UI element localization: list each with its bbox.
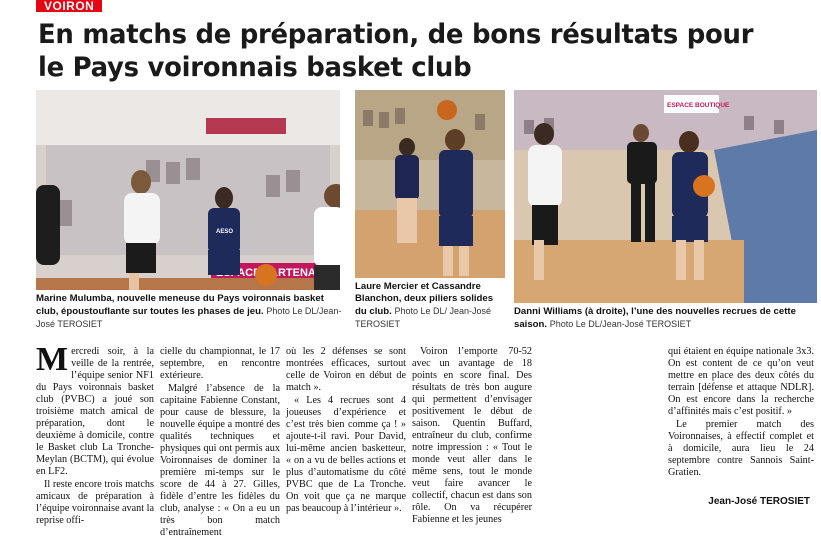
photo-credit: Photo Le DL/Jean-José TEROSIET	[549, 319, 692, 329]
article-paragraph: ercredi soir, à la veille de la rentrée, l’équipe senior NF1 du Pays voironnais basket club (PVBC) a joué son troisième match amical de préparation, dont le deuxième à domicile, contre le Basket club La Tronche-Meylan (BCTM), qui évolue en LF2.	[36, 346, 154, 477]
article-paragraph: cielle du championnat, le 17 septembre, en rencontre extérieure.	[160, 346, 280, 381]
article-paragraph: Voiron l’emporte 70-52 avec un avantage de 18 points en score final. Des résultats de très bon augure qui permettent d’envisager positivement le début de saison. Quentin Buffard, entraîneur du club, confirme notre impression : « Tout le monde veut aller dans le même sens, tout le monde veut faire avancer le collectif, chacun est dans son rôle. On va récupérer Fabienne et les jeunes	[412, 346, 532, 525]
section-tag: VOIRON	[36, 0, 102, 12]
caption-photo-3	[514, 306, 819, 331]
partner-banner-text: PARTENAIRE	[263, 267, 335, 279]
article-column-2	[160, 346, 280, 540]
caption-text: Laure Mercier et Cassandre Blanchon, deux piliers solides du club.	[355, 281, 494, 317]
photo-credit: Photo Le DL/Jean-José TEROSIET	[36, 306, 342, 329]
article-paragraph: où les 2 défenses se sont montrées efficaces, surtout celle de Voiron en début de match ».	[286, 346, 406, 393]
headline: En matchs de préparation, de bons résultats pour le Pays voironnais basket club	[38, 19, 754, 83]
byline: Jean-José TEROSIET	[708, 496, 810, 507]
article-column-1	[36, 341, 154, 528]
photo-danni-williams	[514, 90, 817, 303]
photo-laure-mercier-cassandre-blanchon	[355, 90, 505, 278]
article-paragraph: Il reste encore trois matchs amicaux de préparation à l’équipe voironnaise avant la reprise offi-	[36, 479, 154, 526]
article-column-5	[668, 346, 814, 480]
article-paragraph: qui étaient en équipe nationale 3x3. On est content de ce qu’on veut mettre en place des deux côtés du terrain [défense et attaque NDLR]. On est encore dans la recherche d’affinités mais c’est positif. »	[668, 346, 814, 417]
caption-photo-1	[36, 293, 342, 331]
jersey-sponsor-text: AESO	[216, 229, 234, 235]
caption-text: Danni Williams (à droite), l’une des nouvelles recrues de cette saison.	[514, 306, 796, 330]
article-paragraph: Malgré l’absence de la capitaine Fabienne Constant, pour cause de blessure, la nouvelle équipe a montré des qualités techniques et physiques qui ont permis aux Voironnaises de dominer la première mi-temps sur le score de 44 à 27. Gilles, fidèle d’entre les fidèles du club, analyse : « On a eu un très bon match d’entraînement	[160, 383, 280, 538]
article-column-3	[286, 346, 406, 516]
caption-text: Marine Mulumba, nouvelle meneuse du Pays voironnais basket club, époustouflante sur toutes les phases de jeu.	[36, 293, 324, 317]
boutique-banner-text: ESPACE BOUTIQUE	[667, 102, 730, 109]
photo-marine-mulumba	[36, 90, 340, 290]
article-paragraph: Le premier match des Voironnaises, à effectif complet et à domicile, aura lieu le 24 septembre contre Sannois Saint-Gratien.	[668, 419, 814, 478]
photo-credit: Photo Le DL/ Jean-José TEROSIET	[355, 306, 492, 329]
drop-cap: M	[36, 341, 69, 378]
article-paragraph: « Les 4 recrues sont 4 joueuses d’expérience et c’est très bien comme ça ! » ajoute-t-il ravi. Pour David, lui-même ancien basketteur, « on a vu de belles actions et plus d’automatisme du côté PVBC que de La Tronche. On voit que ça ne marque pas beaucoup à l’intérieur ».	[286, 395, 406, 514]
article-column-4	[412, 346, 532, 527]
caption-photo-2	[355, 281, 507, 331]
